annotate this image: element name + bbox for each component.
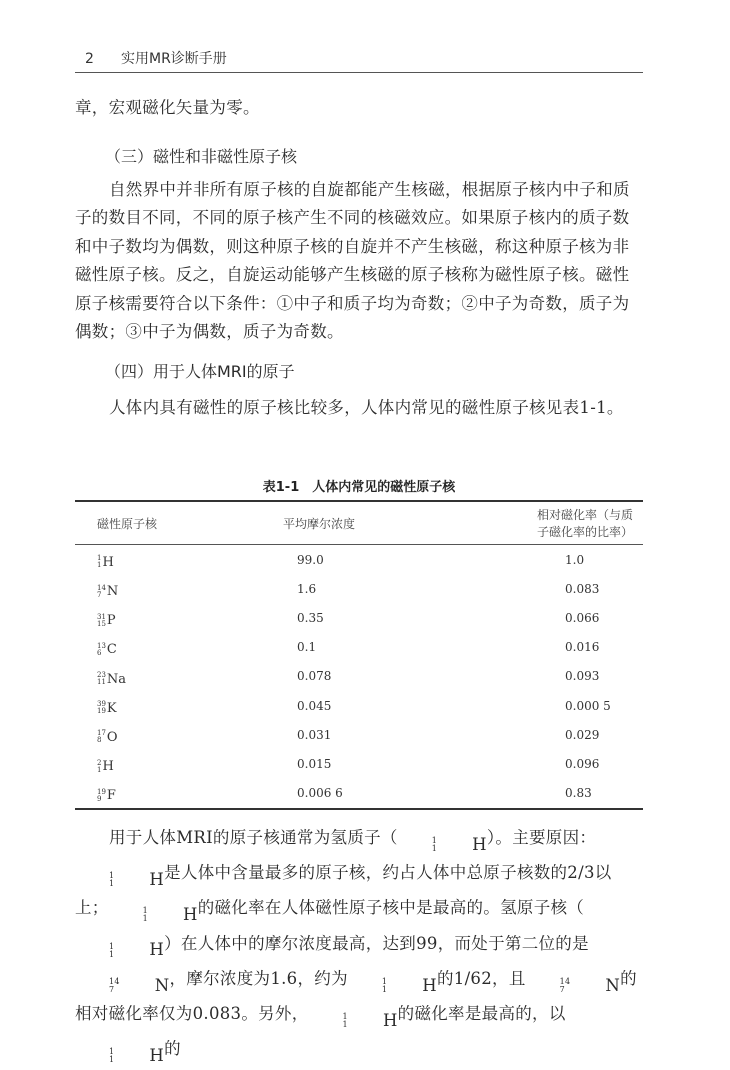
element-symbol: H	[422, 975, 437, 995]
text-run: 用于人体MRI的原子核通常为氢质子（	[109, 828, 398, 847]
text-run: ）在人体中的摩尔浓度最高，达到99，而处于第二位的是	[164, 933, 589, 953]
atomic-number: 1	[142, 914, 148, 924]
element-symbol: C	[106, 642, 117, 658]
table-row	[75, 662, 643, 691]
table-row	[75, 691, 643, 720]
nucleus-cell	[75, 662, 237, 691]
element-symbol: H	[102, 759, 114, 775]
mass-number: 14	[559, 976, 571, 986]
isotope-h1	[75, 936, 164, 964]
header-rule	[75, 72, 643, 73]
concentration-cell: 0.006 6	[297, 786, 343, 801]
mass-number: 19	[97, 787, 106, 796]
concentration-cell: 0.031	[297, 727, 332, 742]
mass-number: 39	[97, 700, 106, 709]
page-header	[75, 48, 643, 68]
text-run: 的相对磁化率仅为0.083。另外，	[75, 968, 637, 1024]
table-caption: 表1-1 人体内常见的磁性原子核	[262, 480, 456, 495]
text-run: 的1/62，且	[436, 968, 526, 988]
isotope-h1	[75, 1042, 164, 1070]
atomic-number: 7	[109, 984, 115, 994]
element-symbol: H	[149, 1046, 165, 1066]
ratio-cell: 0.093	[565, 669, 600, 684]
isotope-h1	[348, 972, 437, 1000]
closing-paragraph	[75, 824, 643, 1070]
table-header-row	[75, 501, 643, 545]
isotope-h1	[309, 1007, 398, 1035]
mass-number: 23	[97, 671, 106, 680]
concentration-cell: 0.35	[297, 610, 324, 625]
atomic-number: 11	[97, 678, 106, 687]
isotope-n14	[526, 972, 621, 1000]
mass-number: 1	[109, 941, 115, 951]
ratio-cell: 0.83	[565, 786, 592, 801]
page-number: 2	[85, 51, 94, 67]
atomic-number: 1	[109, 949, 115, 959]
nucleus-cell	[75, 603, 237, 632]
ratio-cell: 0.066	[565, 610, 600, 625]
table-row	[75, 749, 643, 778]
text-run: ，摩尔浓度为1.6，约为	[169, 968, 348, 988]
nucleus-cell	[75, 691, 237, 720]
table-row	[75, 603, 643, 632]
ratio-cell: 0.083	[565, 581, 600, 596]
ratio-cell: 1.0	[565, 552, 585, 567]
nucleus-cell	[75, 545, 237, 575]
table-row	[75, 545, 643, 575]
atomic-number: 8	[97, 736, 102, 745]
mass-number: 1	[142, 906, 148, 916]
isotope-h1	[398, 831, 487, 859]
nucleus-cell	[75, 749, 237, 778]
mass-number: 1	[109, 871, 115, 881]
element-symbol: F	[106, 788, 116, 804]
nucleus-cell	[75, 779, 237, 809]
atomic-number: 1	[342, 1020, 348, 1030]
table-row	[75, 574, 643, 603]
atomic-number: 7	[559, 984, 566, 994]
concentration-cell: 0.045	[297, 698, 332, 713]
element-symbol: H	[149, 870, 165, 889]
atomic-number: 19	[97, 707, 106, 716]
element-symbol: N	[605, 975, 621, 995]
section-4-heading: （四）用于人体MRI的原子	[105, 362, 295, 381]
mass-number: 14	[109, 976, 120, 986]
element-symbol: H	[472, 834, 487, 854]
concentration-cell: 0.1	[297, 640, 317, 655]
atomic-number: 6	[97, 648, 102, 657]
header-nucleus: 磁性原子核	[75, 501, 237, 545]
intro-line: 章，宏观磁化矢量为零。	[75, 98, 260, 117]
atomic-number: 1	[381, 984, 388, 994]
table-row	[75, 633, 643, 662]
text-run: 是人体中含量最多的原子核，约占人体中总原子核数的2/3以上；	[75, 863, 612, 918]
isotope-h1	[75, 866, 164, 894]
table-row	[75, 720, 643, 749]
atomic-number: 1	[97, 765, 102, 774]
mass-number: 1	[342, 1012, 348, 1022]
header-ratio: 相对磁化率（与质子磁化率的比率）	[467, 501, 643, 545]
element-symbol: O	[106, 729, 118, 745]
mass-number: 1	[109, 1047, 115, 1057]
text-run: 的磁化率在人体磁性原子核中是最高的。氢原子核（	[197, 898, 585, 918]
section-4-body: 人体内具有磁性的原子核比较多，人体内常见的磁性原子核见表1-1。	[109, 398, 624, 417]
section-3-body: 自然界中并非所有原子核的自旋都能产生核磁，根据原子核内中子和质子的数目不同，不同的原子核产生不同的核磁效应。如果原子核内的质子数和中子数均为偶数，则这种原子核的自旋并不产生核磁，称这种原子核为非磁性原子核。反之，自旋运动能够产生核磁的原子核称为磁性原子核。磁性原子核需要符合以下条件：①中子和质子均为奇数；②中子为奇数，质子为偶数；③中子为偶数，质子为奇数。	[75, 180, 630, 342]
mass-number: 1	[381, 976, 388, 986]
table-row	[75, 779, 643, 809]
nuclei-table	[75, 500, 643, 810]
concentration-cell: 99.0	[297, 552, 324, 567]
text-run: 的	[164, 1039, 181, 1059]
text-run: ）。主要原因：	[486, 828, 597, 847]
element-symbol: N	[106, 584, 119, 600]
book-title: 实用MR诊断手册	[121, 51, 227, 67]
concentration-cell: 0.015	[297, 756, 332, 771]
isotope-n14	[75, 972, 170, 1000]
atomic-number: 1	[97, 561, 102, 570]
isotope-h1	[109, 901, 198, 929]
element-symbol: K	[106, 700, 117, 716]
atomic-number: 15	[97, 619, 106, 628]
element-symbol: H	[102, 554, 114, 570]
concentration-cell: 1.6	[297, 581, 317, 596]
header-concentration: 平均摩尔浓度	[237, 501, 467, 545]
mass-number: 1	[431, 836, 438, 845]
element-symbol: H	[382, 1010, 398, 1030]
text-run: 的磁化率是最高的，以	[397, 1004, 566, 1024]
mass-number: 14	[97, 583, 106, 592]
nucleus-cell	[75, 720, 237, 749]
nucleus-cell	[75, 633, 237, 662]
section-3-heading: （三）磁性和非磁性原子核	[105, 147, 298, 166]
mass-number: 13	[97, 641, 106, 650]
atomic-number: 9	[97, 794, 102, 803]
element-symbol: H	[149, 940, 165, 960]
ratio-cell: 0.016	[565, 640, 600, 655]
ratio-cell: 0.029	[565, 727, 600, 742]
mass-number: 2	[97, 758, 102, 767]
atomic-number: 1	[109, 879, 115, 889]
element-symbol: H	[183, 905, 198, 925]
ratio-cell: 0.096	[565, 756, 600, 771]
mass-number: 1	[97, 554, 102, 563]
atomic-number: 1	[431, 844, 438, 853]
element-symbol: N	[154, 975, 170, 995]
atomic-number: 1	[109, 1055, 115, 1065]
concentration-cell: 0.078	[297, 669, 332, 684]
element-symbol: P	[106, 613, 116, 629]
ratio-cell: 0.000 5	[565, 698, 611, 713]
element-symbol: Na	[106, 671, 127, 687]
atomic-number: 7	[97, 590, 102, 599]
nucleus-cell	[75, 574, 237, 603]
mass-number: 31	[97, 612, 106, 621]
mass-number: 17	[97, 729, 106, 738]
